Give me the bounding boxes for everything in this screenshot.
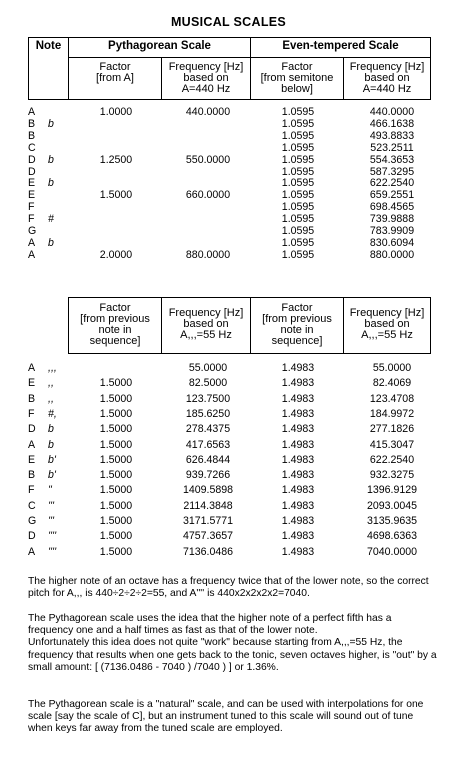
note-cell: A (28, 248, 36, 261)
even-frequency-cell: 82.4069 (372, 377, 412, 390)
note-cell: E (28, 177, 36, 190)
table-row (0, 238, 457, 249)
pyth-factor-cell: 1.5000 (99, 438, 133, 451)
pyth-frequency-cell: 7136.0486 (182, 545, 234, 558)
even-frequency-cell: 7040.0000 (366, 545, 418, 558)
even-factor-cell: 1.0595 (281, 117, 315, 130)
even-frequency-cell: 55.0000 (372, 362, 412, 374)
pyth-frequency-cell: 440.0000 (185, 106, 231, 118)
note-cell: B (28, 117, 36, 130)
pyth-frequency-cell: 550.0000 (185, 153, 231, 166)
note-cell: F (28, 484, 35, 497)
table-row (0, 531, 457, 542)
pyth-frequency-cell: 82.5000 (188, 377, 228, 390)
paragraph-natural-scale: The Pythagorean scale is a "natural" scale, and can be used with interpolations for one scale [say the scale of C], but an instrument tuned to this scale will sound out of tune when keys far away from the tuned scale are employed. (28, 699, 424, 735)
table-row (0, 143, 457, 154)
pyth-factor-cell: 1.5000 (99, 515, 133, 527)
note-cell: B (28, 129, 36, 142)
even-factor-cell: 1.4983 (281, 407, 315, 420)
table-row (0, 214, 457, 225)
even-factor-cell: 1.4983 (281, 545, 315, 558)
pyth-frequency-cell: 123.7500 (185, 392, 231, 405)
pyth-frequency-cell: 417.6563 (185, 438, 231, 451)
table-row (0, 455, 457, 466)
even-frequency-cell: 2093.0045 (366, 499, 418, 512)
pyth-frequency-cell: 626.4844 (185, 453, 231, 466)
even-factor-cell: 1.0595 (281, 189, 315, 202)
table-row (0, 378, 457, 389)
even-factor-cell: 1.0595 (281, 106, 315, 118)
pyth-factor-cell: 1.5000 (99, 484, 133, 497)
pyth-factor-cell: 1.5000 (99, 469, 133, 482)
even-frequency-cell: 184.9972 (369, 407, 415, 420)
pyth-frequency-cell: 660.0000 (185, 189, 231, 202)
page-title: MUSICAL SCALES (170, 15, 287, 29)
even-frequency-cell: 783.9909 (369, 225, 415, 237)
accidental-cell: ,,, (48, 362, 57, 374)
table-row (0, 394, 457, 405)
table-row (0, 250, 457, 261)
pyth-frequency-cell: 1409.5898 (182, 484, 234, 497)
table-row (0, 516, 457, 527)
table-row (0, 226, 457, 237)
pyth-frequency-cell: 2114.3848 (183, 499, 233, 512)
pyth-frequency-cell: 939.7266 (185, 469, 231, 482)
accidental-cell: ''' (48, 499, 55, 512)
even-frequency-cell: 622.2540 (369, 177, 415, 190)
accidental-cell: b' (48, 469, 56, 482)
table-row (0, 424, 457, 435)
table-row (0, 485, 457, 496)
table-row (0, 547, 457, 558)
note-cell: E (28, 189, 36, 202)
note-cell: E (28, 377, 36, 390)
note-cell: D (28, 165, 36, 178)
note-cell: C (28, 141, 36, 154)
table-row (0, 440, 457, 451)
t2-header-factor: Factor [from previous note in sequence] (80, 302, 150, 347)
accidental-cell: b (48, 177, 54, 190)
even-frequency-cell: 659.2551 (369, 189, 415, 202)
even-factor-cell: 1.0595 (281, 213, 315, 226)
note-cell: D (28, 153, 36, 166)
subheader-pyth-factor: Factor [from A] (96, 61, 134, 84)
even-frequency-cell: 932.3275 (369, 469, 415, 482)
subheader-even-frequency: Frequency [Hz] based on A=440 Hz (349, 61, 425, 95)
even-factor-cell: 1.4983 (281, 362, 315, 374)
table-row (0, 190, 457, 201)
header-even-tempered: Even-tempered Scale (282, 40, 399, 52)
even-factor-cell: 1.4983 (281, 392, 315, 405)
note-cell: G (28, 225, 37, 237)
pyth-frequency-cell: 278.4375 (185, 423, 231, 436)
note-cell: A (28, 106, 36, 118)
pyth-factor-cell: 1.5000 (99, 407, 133, 420)
even-factor-cell: 1.4983 (281, 423, 315, 436)
pyth-factor-cell: 1.2500 (99, 153, 133, 166)
even-frequency-cell: 698.4565 (369, 201, 415, 214)
note-cell: D (28, 423, 36, 436)
even-frequency-cell: 4698.6363 (366, 530, 418, 543)
pyth-frequency-cell: 880.0000 (185, 248, 231, 261)
even-factor-cell: 1.4983 (281, 515, 315, 527)
accidental-cell: b (48, 423, 54, 436)
even-factor-cell: 1.4983 (281, 469, 315, 482)
note-cell: C (28, 499, 36, 512)
pyth-frequency-cell: 3171.5771 (182, 515, 234, 527)
note-cell: A (28, 438, 36, 451)
even-factor-cell: 1.0595 (281, 236, 315, 249)
even-factor-cell: 1.4983 (281, 453, 315, 466)
note-cell: F (28, 201, 35, 214)
even-factor-cell: 1.0595 (281, 201, 315, 214)
pyth-factor-cell: 1.0000 (99, 106, 133, 118)
note-cell: F (28, 407, 35, 420)
accidental-cell: '''' (48, 545, 57, 558)
even-frequency-cell: 830.6094 (369, 236, 415, 249)
accidental-cell: '''' (48, 530, 57, 543)
header-note: Note (35, 40, 62, 52)
accidental-cell: " (48, 484, 52, 497)
accidental-cell: b (48, 236, 54, 249)
note-cell: E (28, 453, 36, 466)
even-factor-cell: 1.4983 (281, 499, 315, 512)
accidental-cell: b' (48, 453, 56, 466)
subheader-pyth-frequency: Frequency [Hz] based on A=440 Hz (168, 61, 244, 95)
even-frequency-cell: 440.0000 (369, 106, 415, 118)
accidental-cell: b (48, 153, 54, 166)
note-cell: D (28, 530, 36, 543)
table-row (0, 107, 457, 118)
table-row (0, 409, 457, 420)
accidental-cell: b (48, 117, 54, 130)
pyth-factor-cell: 1.5000 (99, 530, 133, 543)
table-row (0, 155, 457, 166)
even-factor-cell: 1.0595 (281, 165, 315, 178)
pyth-factor-cell: 2.0000 (99, 248, 133, 261)
even-frequency-cell: 123.4708 (369, 392, 415, 405)
t2-header-even-factor: Factor [from previous note in sequence] (262, 302, 332, 347)
even-factor-cell: 1.4983 (281, 530, 315, 543)
even-factor-cell: 1.0595 (281, 141, 315, 154)
even-frequency-cell: 739.9888 (369, 213, 415, 226)
table-row (0, 167, 457, 178)
pyth-frequency-cell: 55.0000 (188, 362, 228, 374)
even-factor-cell: 1.0595 (281, 248, 315, 261)
even-factor-cell: 1.4983 (281, 438, 315, 451)
even-factor-cell: 1.4983 (281, 377, 315, 390)
even-factor-cell: 1.0595 (281, 129, 315, 142)
paragraph-pythagorean: The Pythagorean scale uses the idea that the higher note of a perfect fifth has a frequency one and a half times as fast as that of the lower note. Unfortunately this idea does not quite "work" because starting from A,,,=55 Hz, the frequency that results when one gets back to the tonic, seven octaves higher, is "out" by a small amount: [ (7136.0486 - 7040 ) /7040 ) ] or 1.36%. (28, 613, 437, 673)
t2-header-even-frequency: Frequency [Hz] based on A,,,=55 Hz (349, 307, 425, 341)
paragraph-octave: The higher note of an octave has a frequency twice that of the lower note, so the correct pitch for A,,, is 440÷2÷2÷2=55, and A'''' is 440x2x2x2x2=7040. (28, 576, 429, 600)
even-factor-cell: 1.0595 (281, 177, 315, 190)
even-factor-cell: 1.4983 (281, 484, 315, 497)
note-cell: F (28, 213, 35, 226)
even-frequency-cell: 277.1826 (369, 423, 415, 436)
table-row (0, 470, 457, 481)
subheader-even-factor: Factor [from semitone below] (260, 61, 334, 95)
pyth-factor-cell: 1.5000 (99, 499, 133, 512)
pyth-factor-cell: 1.5000 (99, 377, 133, 390)
t2-header-frequency: Frequency [Hz] based on A,,,=55 Hz (168, 307, 244, 341)
even-factor-cell: 1.0595 (281, 153, 315, 166)
even-frequency-cell: 880.0000 (369, 248, 415, 261)
even-factor-cell: 1.0595 (281, 225, 315, 237)
accidental-cell: ''' (48, 515, 55, 527)
header-pythagorean: Pythagorean Scale (108, 40, 211, 52)
accidental-cell: # (48, 213, 54, 226)
even-frequency-cell: 3135.9635 (366, 515, 418, 527)
note-cell: A (28, 362, 36, 374)
even-frequency-cell: 554.3653 (369, 153, 415, 166)
table-row (0, 363, 457, 374)
even-frequency-cell: 1396.9129 (366, 484, 418, 497)
table-row (0, 501, 457, 512)
note-cell: B (28, 469, 36, 482)
even-frequency-cell: 415.3047 (369, 438, 415, 451)
table-row (0, 131, 457, 142)
accidental-cell: ,, (48, 392, 54, 405)
pyth-factor-cell: 1.5000 (99, 453, 133, 466)
table-row (0, 119, 457, 130)
even-frequency-cell: 622.2540 (369, 453, 415, 466)
note-cell: A (28, 545, 36, 558)
note-cell: B (28, 392, 36, 405)
pyth-factor-cell: 1.5000 (99, 545, 133, 558)
accidental-cell: #, (48, 407, 57, 420)
accidental-cell: b (48, 438, 54, 451)
pyth-factor-cell: 1.5000 (99, 423, 133, 436)
note-cell: G (28, 515, 37, 527)
even-frequency-cell: 523.2511 (370, 141, 414, 154)
even-frequency-cell: 466.1638 (369, 117, 415, 130)
pyth-frequency-cell: 185.6250 (185, 407, 231, 420)
note-cell: A (28, 236, 36, 249)
table-row (0, 202, 457, 213)
pyth-factor-cell: 1.5000 (99, 392, 133, 405)
pyth-factor-cell: 1.5000 (99, 189, 133, 202)
accidental-cell: ,, (48, 377, 54, 390)
even-frequency-cell: 493.8833 (369, 129, 415, 142)
pyth-frequency-cell: 4757.3657 (182, 530, 234, 543)
even-frequency-cell: 587.3295 (369, 165, 415, 178)
table-row (0, 178, 457, 189)
